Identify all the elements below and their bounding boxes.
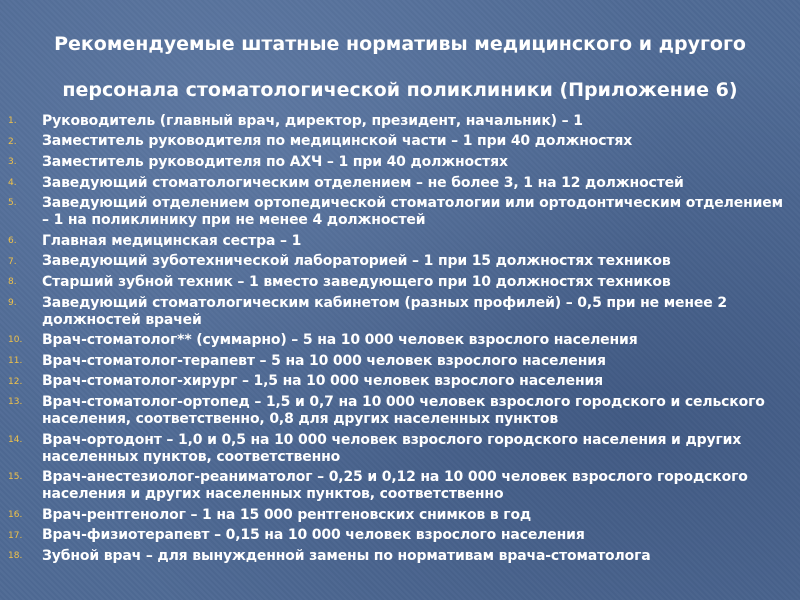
- slide-title-line-2: персонала стоматологической поликлиники (Приложение 6): [62, 79, 738, 101]
- list-item-text: Заместитель руководителя по медицинской части – 1 при 40 должностях: [42, 133, 633, 150]
- list-item-number: 9.: [8, 297, 17, 308]
- list-item-text: Врач-стоматолог-ортопед – 1,5 и 0,7 на 10 000 человек взрослого городского и сельского населения, соответственно, 0,8 для других населенных пунктов: [42, 393, 765, 427]
- list-item: [0, 430, 800, 468]
- list-item-text: Врач-стоматолог-терапевт – 5 на 10 000 человек взрослого населения: [42, 352, 606, 369]
- list-item-number: 18.: [8, 551, 23, 562]
- list-item-text: Заместитель руководителя по АХЧ – 1 при 40 должностях: [42, 153, 508, 170]
- list-item-number: 15.: [8, 472, 23, 483]
- list-item: [0, 526, 800, 547]
- list-item-text: Врач-стоматолог** (суммарно) – 5 на 10 000 человек взрослого населения: [42, 332, 638, 349]
- list-item: [0, 173, 800, 194]
- list-item-number: 16.: [8, 509, 23, 520]
- list-item-text: Заведующий отделением ортопедической стоматологии или ортодонтическим отделением – 1 на поликлинику при не менее 4 должностей: [42, 195, 783, 229]
- list-item-number: 2.: [8, 136, 17, 147]
- list-item-number: 14.: [8, 434, 23, 445]
- list-item-text: Старший зубной техник – 1 вместо заведующего при 10 должностях техников: [42, 273, 671, 290]
- list-item-number: 13.: [8, 397, 23, 408]
- list-item-number: 1.: [8, 116, 17, 126]
- list-item-number: 6.: [8, 235, 17, 246]
- staffing-norms-list: [0, 111, 800, 567]
- list-item-number: 17.: [8, 530, 23, 541]
- list-item: [0, 351, 800, 372]
- list-item-text: Заведующий зуботехнической лабораторией – 1 при 15 должностях техников: [42, 253, 671, 270]
- list-item-number: 4.: [8, 177, 17, 188]
- list-item-text: Врач-анестезиолог-реаниматолог – 0,25 и 0,12 на 10 000 человек взрослого городского населения и других населенных пунктов, соответственно: [42, 469, 748, 503]
- list-item-text: Заведующий стоматологическим отделением – не более 3, 1 на 12 должностей: [42, 174, 684, 191]
- list-item: [0, 193, 800, 231]
- list-item-number: 10.: [8, 335, 23, 346]
- list-item-text: Врач-физиотерапевт – 0,15 на 10 000 человек взрослого населения: [42, 527, 585, 544]
- list-item-number: 3.: [8, 157, 17, 168]
- list-item: [0, 546, 800, 567]
- list-item: [0, 392, 800, 430]
- list-item-text: Врач-рентгенолог – 1 на 15 000 рентгеновских снимков в год: [42, 506, 532, 523]
- list-item: [0, 231, 800, 252]
- list-item-text: Руководитель (главный врач, директор, президент, начальник) – 1: [42, 112, 583, 129]
- list-item-number: 8.: [8, 277, 17, 288]
- list-item: [0, 152, 800, 173]
- list-item-text: Заведующий стоматологическим кабинетом (разных профилей) – 0,5 при не менее 2 должностей врачей: [42, 294, 727, 328]
- list-item: [0, 467, 800, 505]
- list-item-number: 7.: [8, 256, 17, 267]
- list-item-text: Зубной врач – для вынужденной замены по нормативам врача-стоматолога: [42, 547, 651, 564]
- list-item: [0, 252, 800, 273]
- list-item-text: Врач-стоматолог-хирург – 1,5 на 10 000 человек взрослого населения: [42, 373, 603, 390]
- list-item-number: 11.: [8, 355, 23, 366]
- list-item-text: Врач-ортодонт – 1,0 и 0,5 на 10 000 человек взрослого городского населения и других населенных пунктов, соответственно: [42, 431, 742, 465]
- list-item: [0, 272, 800, 293]
- slide-title-line-1: Рекомендуемые штатные нормативы медицинского и другого: [54, 33, 746, 55]
- list-item-number: 5.: [8, 198, 17, 209]
- list-item: [0, 330, 800, 351]
- list-item: [0, 111, 800, 132]
- list-item: [0, 132, 800, 153]
- list-item-number: 12.: [8, 376, 23, 387]
- list-item-text: Главная медицинская сестра – 1: [42, 232, 302, 249]
- list-item: [0, 293, 800, 331]
- list-item: [0, 505, 800, 526]
- list-item: [0, 372, 800, 393]
